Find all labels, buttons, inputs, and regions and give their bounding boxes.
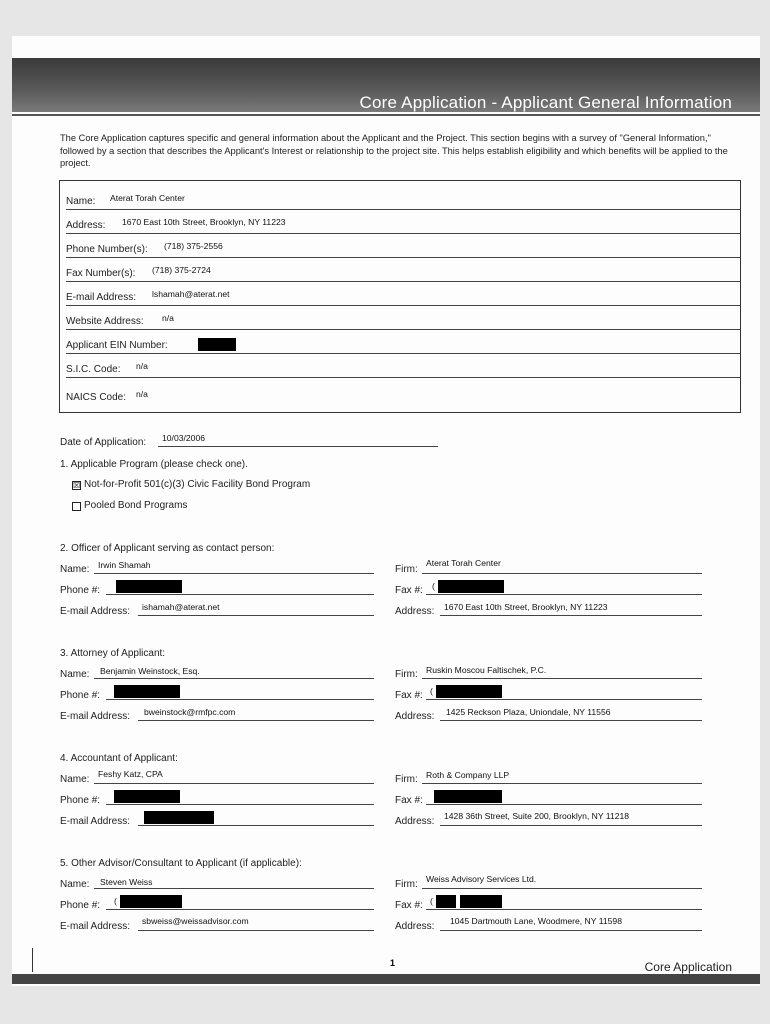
- accountant-email-redaction: [144, 811, 214, 824]
- advisor-firm-value: Weiss Advisory Services Ltd.: [426, 874, 537, 884]
- officer-name-line: [94, 573, 374, 574]
- officer-address-value: 1670 East 10th Street, Brooklyn, NY 11223: [444, 602, 608, 612]
- officer-name-label: Name:: [60, 564, 90, 575]
- advisor-fax-prefix: (: [430, 896, 433, 906]
- applicant-sic-row: [66, 353, 740, 378]
- program-option2-label: Pooled Bond Programs: [84, 500, 188, 511]
- date-underline: [158, 446, 438, 447]
- applicant-phone-value: (718) 375-2556: [164, 241, 223, 251]
- applicant-naics-value: n/a: [136, 389, 148, 399]
- applicant-email-value: lshamah@aterat.net: [152, 289, 230, 299]
- document-page: [12, 36, 760, 986]
- advisor-fax-redaction-2: [460, 895, 502, 908]
- advisor-heading: 5. Other Advisor/Consultant to Applicant (if applicable):: [60, 858, 302, 869]
- applicant-sic-value: n/a: [136, 361, 148, 371]
- applicant-address-value: 1670 East 10th Street, Brooklyn, NY 11223: [122, 217, 286, 227]
- date-value: 10/03/2006: [162, 433, 206, 443]
- address-label: Address:: [66, 220, 106, 231]
- advisor-phone-label: Phone #:: [60, 900, 101, 911]
- officer-email-label: E-mail Address:: [60, 606, 131, 617]
- program-heading: 1. Applicable Program (please check one).: [60, 459, 248, 470]
- accountant-name-value: Feshy Katz, CPA: [98, 769, 163, 779]
- footer-title: Core Application: [644, 960, 732, 974]
- applicant-email-row: [66, 281, 740, 306]
- advisor-address-label: Address:: [395, 921, 435, 932]
- accountant-firm-label: Firm:: [395, 774, 418, 785]
- attorney-heading: 3. Attorney of Applicant:: [60, 648, 166, 659]
- accountant-firm-line: [422, 783, 702, 784]
- accountant-address-value: 1428 36th Street, Suite 200, Brooklyn, NY 11218: [444, 811, 630, 821]
- accountant-heading: 4. Accountant of Applicant:: [60, 753, 178, 764]
- applicant-ein-row: [66, 329, 740, 354]
- advisor-phone-prefix: (: [114, 896, 117, 906]
- accountant-fax-label: Fax #:: [395, 795, 423, 806]
- naics-label: NAICS Code:: [66, 392, 127, 403]
- page-number: 1: [390, 958, 396, 968]
- applicant-phone-row: [66, 233, 740, 258]
- officer-firm-line: [422, 573, 702, 574]
- attorney-email-label: E-mail Address:: [60, 711, 131, 722]
- applicant-fax-row: [66, 257, 740, 282]
- accountant-email-line: [138, 825, 374, 826]
- advisor-name-label: Name:: [60, 879, 90, 890]
- officer-firm-label: Firm:: [395, 564, 418, 575]
- attorney-fax-line: [426, 699, 702, 700]
- attorney-email-value: bweinstock@rmfpc.com: [144, 707, 236, 717]
- accountant-fax-redaction: [434, 790, 502, 803]
- accountant-email-label: E-mail Address:: [60, 816, 131, 827]
- date-label: Date of Application:: [60, 437, 147, 448]
- officer-fax-prefix: (: [432, 581, 435, 591]
- advisor-name-value: Steven Weiss: [100, 877, 153, 887]
- advisor-address-value: 1045 Dartmouth Lane, Woodmere, NY 11598: [450, 916, 622, 926]
- attorney-address-value: 1425 Reckson Plaza, Uniondale, NY 11556: [446, 707, 611, 717]
- accountant-phone-redaction: [114, 790, 180, 803]
- applicant-naics-row: [66, 381, 740, 405]
- name-label: Name:: [66, 196, 96, 207]
- sic-label: S.I.C. Code:: [66, 364, 121, 375]
- advisor-fax-redaction-1: [436, 895, 456, 908]
- officer-fax-label: Fax #:: [395, 585, 423, 596]
- officer-firm-value: Aterat Torah Center: [426, 558, 501, 568]
- advisor-email-value: sbweiss@weissadvisor.com: [142, 916, 249, 926]
- attorney-fax-label: Fax #:: [395, 690, 423, 701]
- advisor-phone-line: [106, 909, 374, 910]
- email-label: E-mail Address:: [66, 292, 137, 303]
- officer-phone-line: [106, 594, 374, 595]
- footer-bar: [12, 974, 760, 984]
- footer-tick: [32, 948, 33, 972]
- advisor-email-label: E-mail Address:: [60, 921, 131, 932]
- attorney-phone-redaction: [114, 685, 180, 698]
- advisor-email-line: [138, 930, 374, 931]
- ein-label: Applicant EIN Number:: [66, 340, 168, 351]
- attorney-name-line: [94, 678, 374, 679]
- officer-email-value: ishamah@aterat.net: [142, 602, 220, 612]
- accountant-name-label: Name:: [60, 774, 90, 785]
- accountant-name-line: [94, 783, 374, 784]
- header-rule: [12, 114, 760, 116]
- applicant-fax-value: (718) 375-2724: [152, 265, 211, 275]
- attorney-address-line: [440, 720, 702, 721]
- officer-email-line: [138, 615, 374, 616]
- advisor-firm-line: [422, 888, 702, 889]
- program-option1-checkbox[interactable]: ☒: [73, 481, 81, 490]
- program-option2-checkbox[interactable]: [72, 502, 81, 511]
- website-label: Website Address:: [66, 316, 144, 327]
- applicant-name-value: Aterat Torah Center: [110, 193, 185, 203]
- attorney-fax-redaction: [436, 685, 502, 698]
- attorney-firm-value: Ruskin Moscou Faltischek, P.C.: [426, 665, 547, 675]
- program-option1-label: Not-for-Profit 501(c)(3) Civic Facility Bond Program: [84, 479, 311, 490]
- applicant-info-box: [59, 180, 741, 413]
- advisor-fax-line: [426, 909, 702, 910]
- attorney-firm-label: Firm:: [395, 669, 418, 680]
- officer-heading: 2. Officer of Applicant serving as contact person:: [60, 543, 275, 554]
- attorney-address-label: Address:: [395, 711, 435, 722]
- advisor-firm-label: Firm:: [395, 879, 418, 890]
- applicant-name-row: [66, 185, 740, 210]
- advisor-address-line: [440, 930, 702, 931]
- intro-paragraph: The Core Application captures specific and general information about the Applicant and the Project. This section begins with a survey of "General Information," followed by a section that describes the Applicant's Interest or relationship to the project site. This helps establish eligibility and which benefits will be applied to the project.: [60, 133, 728, 168]
- officer-phone-redaction: [116, 580, 182, 593]
- advisor-phone-redaction: [120, 895, 182, 908]
- accountant-phone-line: [106, 804, 374, 805]
- officer-fax-redaction: [438, 580, 504, 593]
- officer-name-value: Irwin Shamah: [98, 560, 151, 570]
- ein-redaction: [198, 338, 236, 351]
- accountant-firm-value: Roth & Company LLP: [426, 770, 510, 780]
- attorney-fax-prefix: (: [430, 686, 433, 696]
- phone-label: Phone Number(s):: [66, 244, 148, 255]
- accountant-address-line: [440, 825, 702, 826]
- accountant-fax-line: [426, 804, 702, 805]
- accountant-phone-label: Phone #:: [60, 795, 101, 806]
- attorney-name-value: Benjamin Weinstock, Esq.: [100, 666, 200, 676]
- officer-address-label: Address:: [395, 606, 435, 617]
- advisor-name-line: [94, 888, 374, 889]
- attorney-phone-label: Phone #:: [60, 690, 101, 701]
- attorney-email-line: [138, 720, 374, 721]
- officer-phone-label: Phone #:: [60, 585, 101, 596]
- attorney-firm-line: [422, 678, 702, 679]
- applicant-website-value: n/a: [162, 313, 174, 323]
- page-title: Core Application - Applicant General Information: [359, 93, 732, 112]
- officer-fax-line: [426, 594, 702, 595]
- attorney-name-label: Name:: [60, 669, 90, 680]
- officer-address-line: [440, 615, 702, 616]
- attorney-phone-line: [106, 699, 374, 700]
- applicant-website-row: [66, 305, 740, 330]
- advisor-fax-label: Fax #:: [395, 900, 423, 911]
- applicant-address-row: [66, 209, 740, 234]
- fax-label: Fax Number(s):: [66, 268, 136, 279]
- accountant-address-label: Address:: [395, 816, 435, 827]
